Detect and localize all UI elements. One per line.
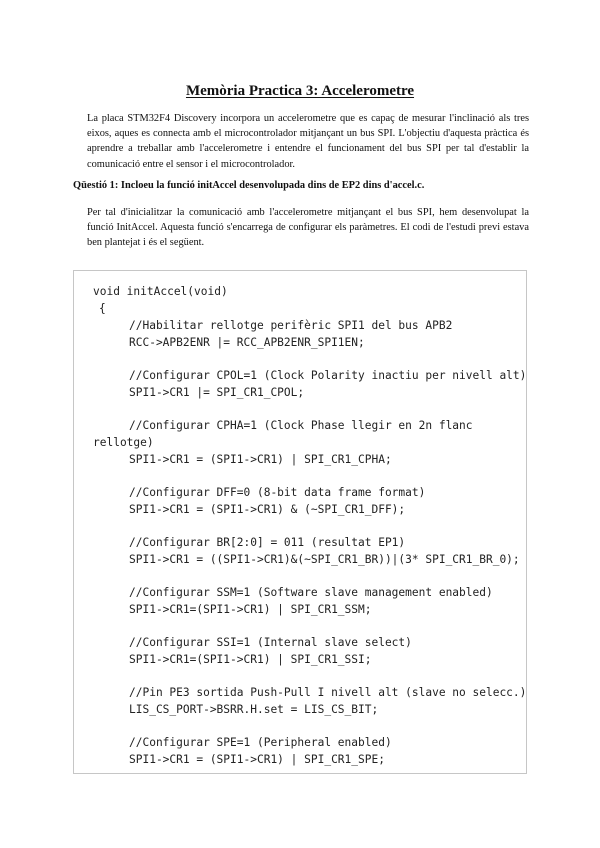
code-block xyxy=(73,270,527,774)
code-comment: //Configurar DFF=0 (8-bit data frame format) xyxy=(129,486,426,499)
code-comment: //Configurar CPHA=1 (Clock Phase llegir en 2n flanc xyxy=(129,419,473,432)
code-line: SPI1->CR1 = (SPI1->CR1) | SPI_CR1_CPHA; xyxy=(129,453,392,466)
code-comment: //Configurar SPE=1 (Peripheral enabled) xyxy=(129,736,392,749)
code-comment: //Configurar SSM=1 (Software slave management enabled) xyxy=(129,586,493,599)
code-comment: //Configurar CPOL=1 (Clock Polarity inactiu per nivell alt) xyxy=(129,369,527,382)
code-line: { xyxy=(99,302,106,315)
code-line: SPI1->CR1 |= SPI_CR1_CPOL; xyxy=(129,386,305,399)
code-line: LIS_CS_PORT->BSRR.H.set = LIS_CS_BIT; xyxy=(129,703,379,716)
code-comment: //Configurar SSI=1 (Internal slave select) xyxy=(129,636,412,649)
code-line: SPI1->CR1 = (SPI1->CR1) & (~SPI_CR1_DFF); xyxy=(129,503,406,516)
code-comment: //Habilitar rellotge perifèric SPI1 del bus APB2 xyxy=(129,319,453,332)
code-line: void initAccel(void) xyxy=(93,285,228,298)
document-title: Memòria Practica 3: Accelerometre xyxy=(185,83,415,99)
code-comment: rellotge) xyxy=(93,436,154,449)
code-comment: //Pin PE3 sortida Push-Pull I nivell alt (slave no selecc.) xyxy=(129,686,527,699)
intro-paragraph: La placa STM32F4 Discovery incorpora un accelerometre que es capaç de mesurar l'inclinació als tres eixos, aques es connecta amb el microcontrolador mitjançant un bus SPI. L'objectiu d'aquesta pràctica és aprendre a treballar amb l'accelerometre i entendre el funcionament del bus SPI per tal d'establir la comunicació entre el sensor i el microcontrolador. xyxy=(87,113,529,170)
question-heading: Qüestió 1: Incloeu la funció initAccel desenvolupada dins de EP2 dins d'accel.c. xyxy=(73,180,425,191)
code-line: RCC->APB2ENR |= RCC_APB2ENR_SPI1EN; xyxy=(129,336,365,349)
code-line: SPI1->CR1 = ((SPI1->CR1)&(~SPI_CR1_BR))|(3* SPI_CR1_BR_0); xyxy=(129,553,520,566)
code-comment: //Configurar BR[2:0] = 011 (resultat EP1) xyxy=(129,536,406,549)
code-line: SPI1->CR1=(SPI1->CR1) | SPI_CR1_SSM; xyxy=(129,603,372,616)
question-paragraph: Per tal d'inicialitzar la comunicació amb l'accelerometre mitjançant el bus SPI, hem desenvolupat la funció InitAccel. Aquesta funció s'encarrega de configurar els paràmetres. El codi de l'estudi previ estava ben plantejat i és el següent. xyxy=(87,207,529,249)
code-line: SPI1->CR1=(SPI1->CR1) | SPI_CR1_SSI; xyxy=(129,653,372,666)
code-line: SPI1->CR1 = (SPI1->CR1) | SPI_CR1_SPE; xyxy=(129,753,385,766)
